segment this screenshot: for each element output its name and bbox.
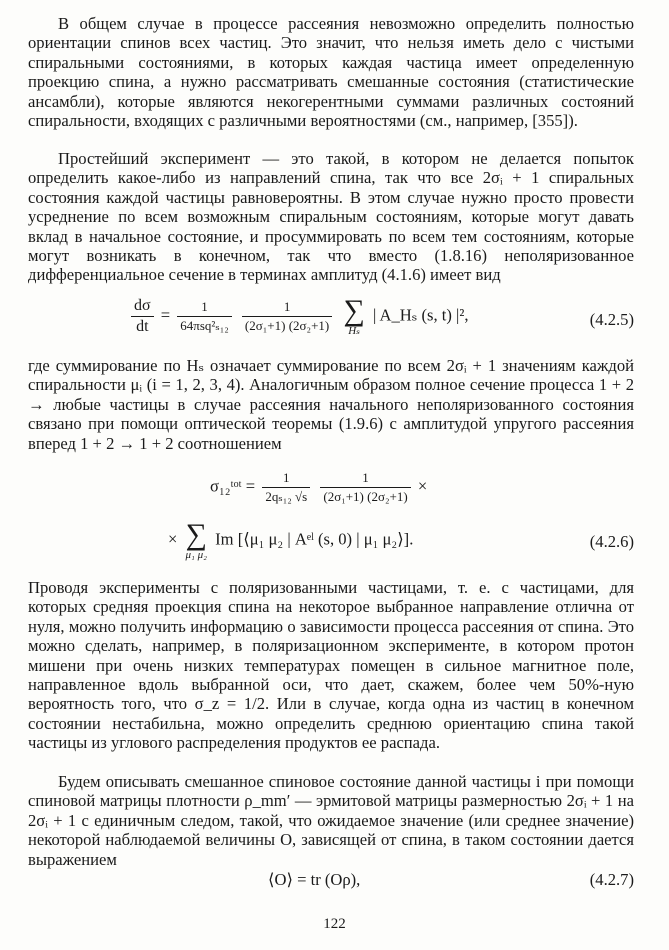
equation-4-2-7 (28, 870, 634, 894)
eq1-body: | A_Hₛ (s, t) |², (372, 305, 469, 325)
eq1-factor-2: $\frac{1}{\text{(2σ₁+1) (2σ₂+1)}}$ (242, 299, 332, 334)
eq2-summation: ∑ μ₁ μ₂ (185, 518, 207, 561)
paragraph-simplest-experiment: Простейший эксперимент — это такой, в котором не делается попыток определить какое-либо из направлений спина, так что все 2σᵢ + 1 спиральных состояния каждой частицы равновероятны. В этом случае нужно просто провести усреднение по всем возможным спиральным состояниям, которые могут давать вклад в начальное состояние, и просуммировать по всем тем состояниям, которые могут возникать в конечном, так что вместо (1.8.16) неполяризованное дифференциальное сечение в терминах амплитуд (4.1.6) имеет вид (28, 149, 634, 285)
eq3-label: (4.2.7) (589, 870, 634, 889)
eq2-factor-2: $\frac{1}{\text{(2σ₁+1) (2σ₂+1)}}$ (320, 470, 410, 505)
eq2-factor-1: $\frac{1}{\text{2qₛ₁₂ √s}}$ (262, 470, 310, 505)
eq3-body: ⟨O⟩ = tr (Oρ), (268, 870, 361, 889)
equation-4-2-6-line2: × ∑ μ₁ μ₂ Im [⟨μ₁ μ₂ | Aᵉˡ (s, 0) | μ₁ μ₂⟩]. (4.2.6) (168, 518, 634, 561)
paragraph-summation-meaning: где суммирование по Hₛ означает суммирование по всем 2σᵢ + 1 значениям каждой спиральности μᵢ (i = 1, 2, 3, 4). Аналогичным образом полное сечение процесса 1 + 2 → любые частицы в случае рассеяния начального неполяризованного состояния связано при помощи оптической теоремы (1.9.6) с амплитудой упругого рассеяния вперед 1 + 2 → 1 + 2 соотношением (28, 356, 634, 453)
page-number: 122 (323, 916, 346, 932)
paragraph-density-matrix: Будем описывать смешанное спиновое состояние данной частицы i при помощи спиновой матрицы плотности ρ_mm′ — эрмитовой матрицы размерностью 2σᵢ + 1 на 2σᵢ + 1 с единичным следом, такой, что ожидаемое значение (или среднее значение) некоторой наблюдаемой величины O, зависящей от спина, в таком состоянии дается выражением (28, 772, 634, 869)
eq2-body: Im [⟨μ₁ μ₂ | Aᵉˡ (s, 0) | μ₁ μ₂⟩]. (215, 529, 414, 549)
equation-4-2-6-line1: σ₁₂ᵗᵒᵗ = $\frac{1}{\text{2qₛ₁₂ √s}}$ $\frac{1}{\text{(2σ₁+1) (2σ₂+1)}}$ × (210, 470, 428, 504)
eq1-label: (4.2.5) (589, 310, 634, 329)
equation-4-2-5: $\frac{d\sigma}{dt}$ = $\frac{1}{\text{64πsq²ₛ₁₂}}$ $\frac{1}{\text{(2σ₁+1) (2σ₂+1)}}$ ∑ Hₛ | A_Hₛ (s, t) |², (4.2.5) (28, 296, 634, 344)
eq1-summation: ∑ Hₛ (343, 294, 365, 337)
eq2-label: (4.2.6) (589, 532, 634, 551)
eq2-lhs: σ₁₂ᵗᵒᵗ = (210, 476, 256, 496)
eq1-lhs-fraction: $\frac{d\sigma}{dt}$ (131, 297, 154, 336)
paragraph-polarized-experiments: Проводя эксперименты с поляризованными частицами, т. е. с частицами, для которых средняя проекция спина на некоторое выбранное направление отлична от нуля, можно получить информацию о зависимости процесса рассеяния от спина. Это можно сделать, например, в поляризационном эксперименте, в котором протон мишени при очень низких температурах помещен в сильное магнитное поле, направленное вдоль выбранной оси, что дает, скажем, более чем 50%-ную вероятность того, что σ_z = 1/2. Или в случае, когда одна из частиц в конечном состоянии нестабильна, можно определить среднюю ориентацию спина такой частицы из углового распределения продуктов ее распада. (28, 578, 634, 753)
paragraph-mixed-states: В общем случае в процессе рассеяния невозможно определить полностью ориентации спинов всех частиц. Это значит, что нельзя иметь дело с чистыми спиральными состояниями, в которых каждая частица имеет определенную проекцию спина, а нужно рассматривать смешанные состояния (статистические ансамбли), которые являются некогерентными суммами различных состояний спиральности, входящих с различными вероятностями (см., например, [355]). (28, 14, 634, 131)
eq1-factor-1: $\frac{1}{\text{64πsq²ₛ₁₂}}$ (177, 299, 231, 334)
